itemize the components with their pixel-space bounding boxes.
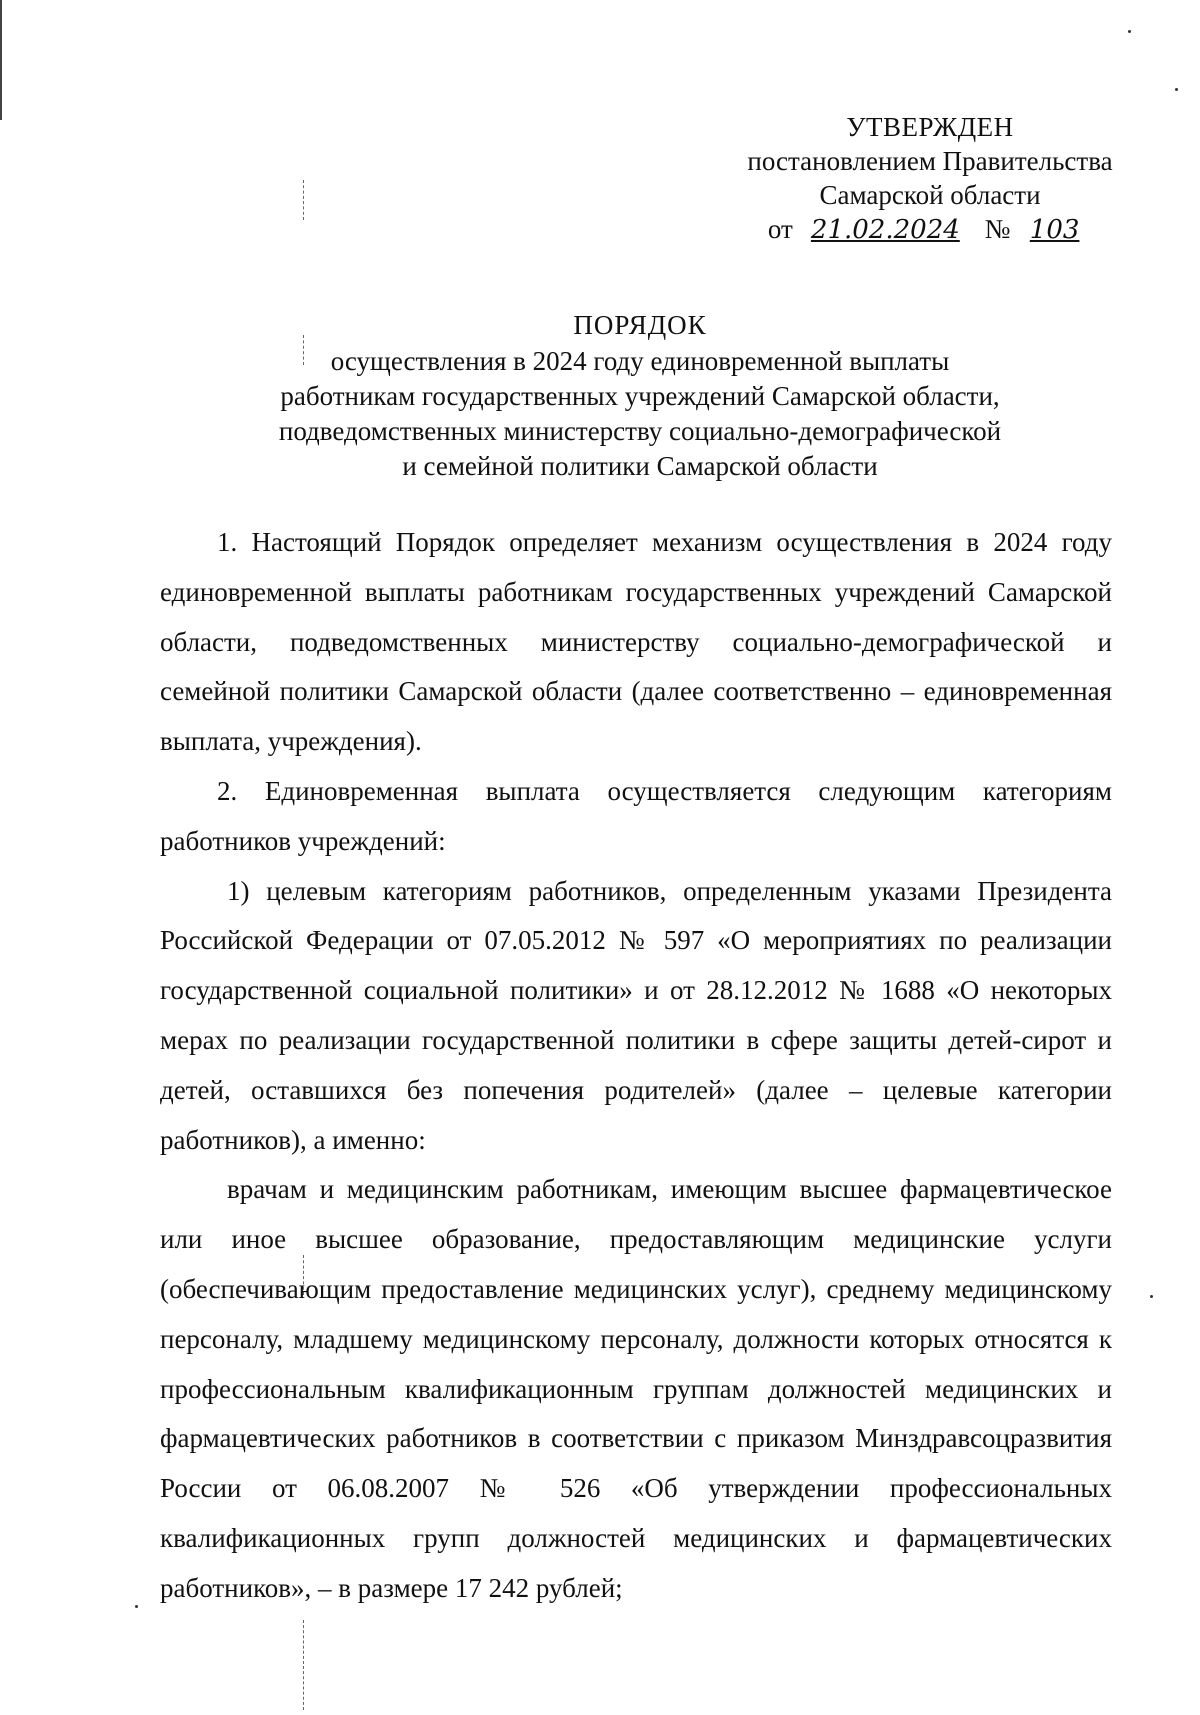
paragraph-2-item-1: 1) целевым категориям работников, определенным указами Президента Российской Федерации от 07.05.2012 № 597 «О мероприятиях по реализации государственной социальной политики» и от 28.12.2012 № 1688 «О некоторых мерах по реализации государственной политики в сфере защиты детей-сирот и детей, оставшихся без попечения родителей» (далее – целевые категории работников), а именно: bbox=[160, 875, 1112, 1155]
scan-speck bbox=[1128, 30, 1131, 33]
approval-heading: УТВЕРЖДЕН bbox=[846, 112, 1014, 142]
scan-speck bbox=[135, 1605, 138, 1608]
paragraph-2-item-1-detail: врачам и медицинским работникам, имеющим высшее фармацевтическое или иное высшее образование, предоставляющим медицинские услуги (обеспечивающим предоставление медицинских услуг), среднему медицинскому персоналу, младшему медицинскому персоналу, должности которых относятся к профессиональным квалификационным группам должностей медицинских и фармацевтических работников в соответствии с приказом Минздравсоцразвития России от 06.08.2007 № 526 «Об утверждении профессиональных квалификационных групп должностей медицинских и фармацевтических работников», – в размере 17 242 рублей; bbox=[160, 1174, 1112, 1603]
scan-fold-mark bbox=[303, 1620, 305, 1710]
handwritten-number: 103 bbox=[1029, 215, 1080, 245]
document-body bbox=[160, 518, 1112, 1614]
approval-block bbox=[700, 110, 1160, 247]
paragraph-1: 1. Настоящий Порядок определяет механизм осуществления в 2024 году единовременной выплаты работникам государственных учреждений Самарской области, подведомственных министерству социально-демографической и семейной политики Самарской области (далее соответственно – единовременная выплата, учреждения). bbox=[160, 527, 1112, 757]
approval-line-2: Самарской области bbox=[819, 180, 1041, 210]
title-line-1: осуществления в 2024 году единовременной выплаты bbox=[330, 346, 950, 376]
approval-date-line bbox=[700, 212, 1160, 247]
date-prefix: от bbox=[767, 214, 793, 244]
scan-fold-mark bbox=[303, 180, 305, 220]
document-title: ПОРЯДОК bbox=[573, 310, 707, 340]
approval-line-1: постановлением Правительства bbox=[747, 146, 1113, 176]
scan-speck bbox=[1150, 1295, 1153, 1298]
title-line-2: работникам государственных учреждений Самарской области, bbox=[280, 381, 1000, 411]
number-sign: № bbox=[984, 214, 1011, 244]
title-line-3: подведомственных министерству социально-демографической bbox=[278, 416, 1002, 446]
scan-speck bbox=[1175, 88, 1178, 91]
handwritten-date: 21.02.2024 bbox=[810, 215, 960, 245]
title-line-4: и семейной политики Самарской области bbox=[402, 451, 878, 481]
scan-edge-mark bbox=[0, 0, 2, 120]
document-title-block bbox=[160, 308, 1120, 484]
paragraph-2: 2. Единовременная выплата осуществляется следующим категориям работников учреждений: bbox=[160, 775, 1112, 856]
